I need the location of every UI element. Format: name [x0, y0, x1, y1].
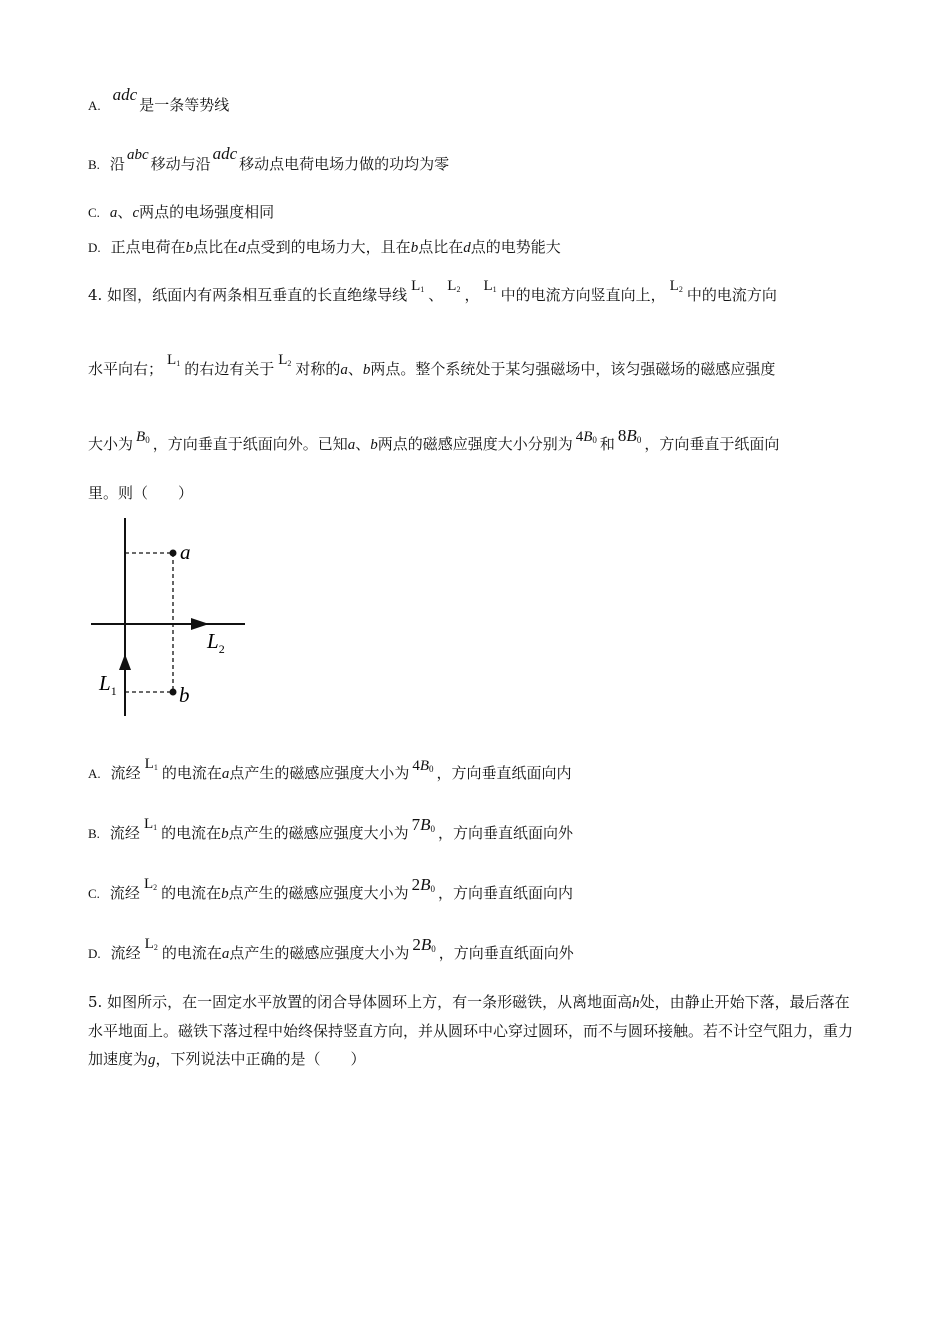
q4-stem-line1: 4. 如图，纸面内有两条相互垂直的长直绝缘导线 $L_1$ 、 $L_2$ ， $L_1$ 中的电流方向竖直向上， $L_2$ 中的电流方向	[88, 278, 777, 304]
point-b	[170, 689, 177, 696]
label-l1: $L_1$	[99, 671, 117, 698]
q3-option-b: B. 沿 abc 移动与沿adc移动点电荷电场力做的功均为零	[88, 144, 450, 173]
wire-l1-arrow	[119, 654, 131, 670]
q4-option-a: A. 流经 $L_1$ 的电流在a点产生的磁感应强度大小为 $4B_0$ ，方向垂直纸面向内	[88, 756, 572, 782]
label-b: b	[179, 683, 190, 707]
q3-option-c: C. a、c两点的电场强度相同	[88, 203, 275, 221]
q4-stem-line4: 里。则（ ）	[88, 484, 194, 502]
q4-option-c: C. 流经 $L_2$ 的电流在b点产生的磁感应强度大小为 $2B_0$ ，方向垂直纸面向内	[88, 875, 574, 902]
q3-option-a: A.adc是一条等势线	[88, 85, 230, 114]
q4-stem-line2: 水平向右； $L_1$ 的右边有关于 $L_2$ 对称的a、b两点。整个系统处于某匀强磁场中，该匀强磁场的磁感应强度	[88, 352, 776, 378]
point-a	[170, 550, 177, 557]
q4-option-d: D. 流经 $L_2$ 的电流在a点产生的磁感应强度大小为 $2B_0$ ，方向垂直纸面向外	[88, 935, 574, 962]
q4-stem-line3: 大小为 $B_0$ ，方向垂直于纸面向外。已知a、b两点的磁感应强度大小分别为 $4B_0$ 和 $8B_0$ ，方向垂直于纸面向	[88, 426, 780, 453]
q4-option-b: B. 流经 $L_1$ 的电流在b点产生的磁感应强度大小为 $7B_0$ ，方向垂直纸面向外	[88, 815, 574, 842]
q3-option-d: D. 正点电荷在b点比在d点受到的电场力大，且在b点比在d点的电势能大	[88, 238, 561, 256]
q4-figure	[85, 512, 265, 722]
label-a: a	[180, 540, 191, 564]
q5-stem: 5. 如图所示，在一固定水平放置的闭合导体圆环上方，有一条形磁铁，从离地面高h处，由静止开始下落，最后落在水平地面上。磁铁下落过程中始终保持竖直方向，并从圆环中心穿过圆环，而不与圆环接触。若不计空气阻力，重力加速度为g，下列说法中正确的是（ ）	[88, 993, 854, 1068]
label-l2: $L_2$	[207, 629, 225, 656]
